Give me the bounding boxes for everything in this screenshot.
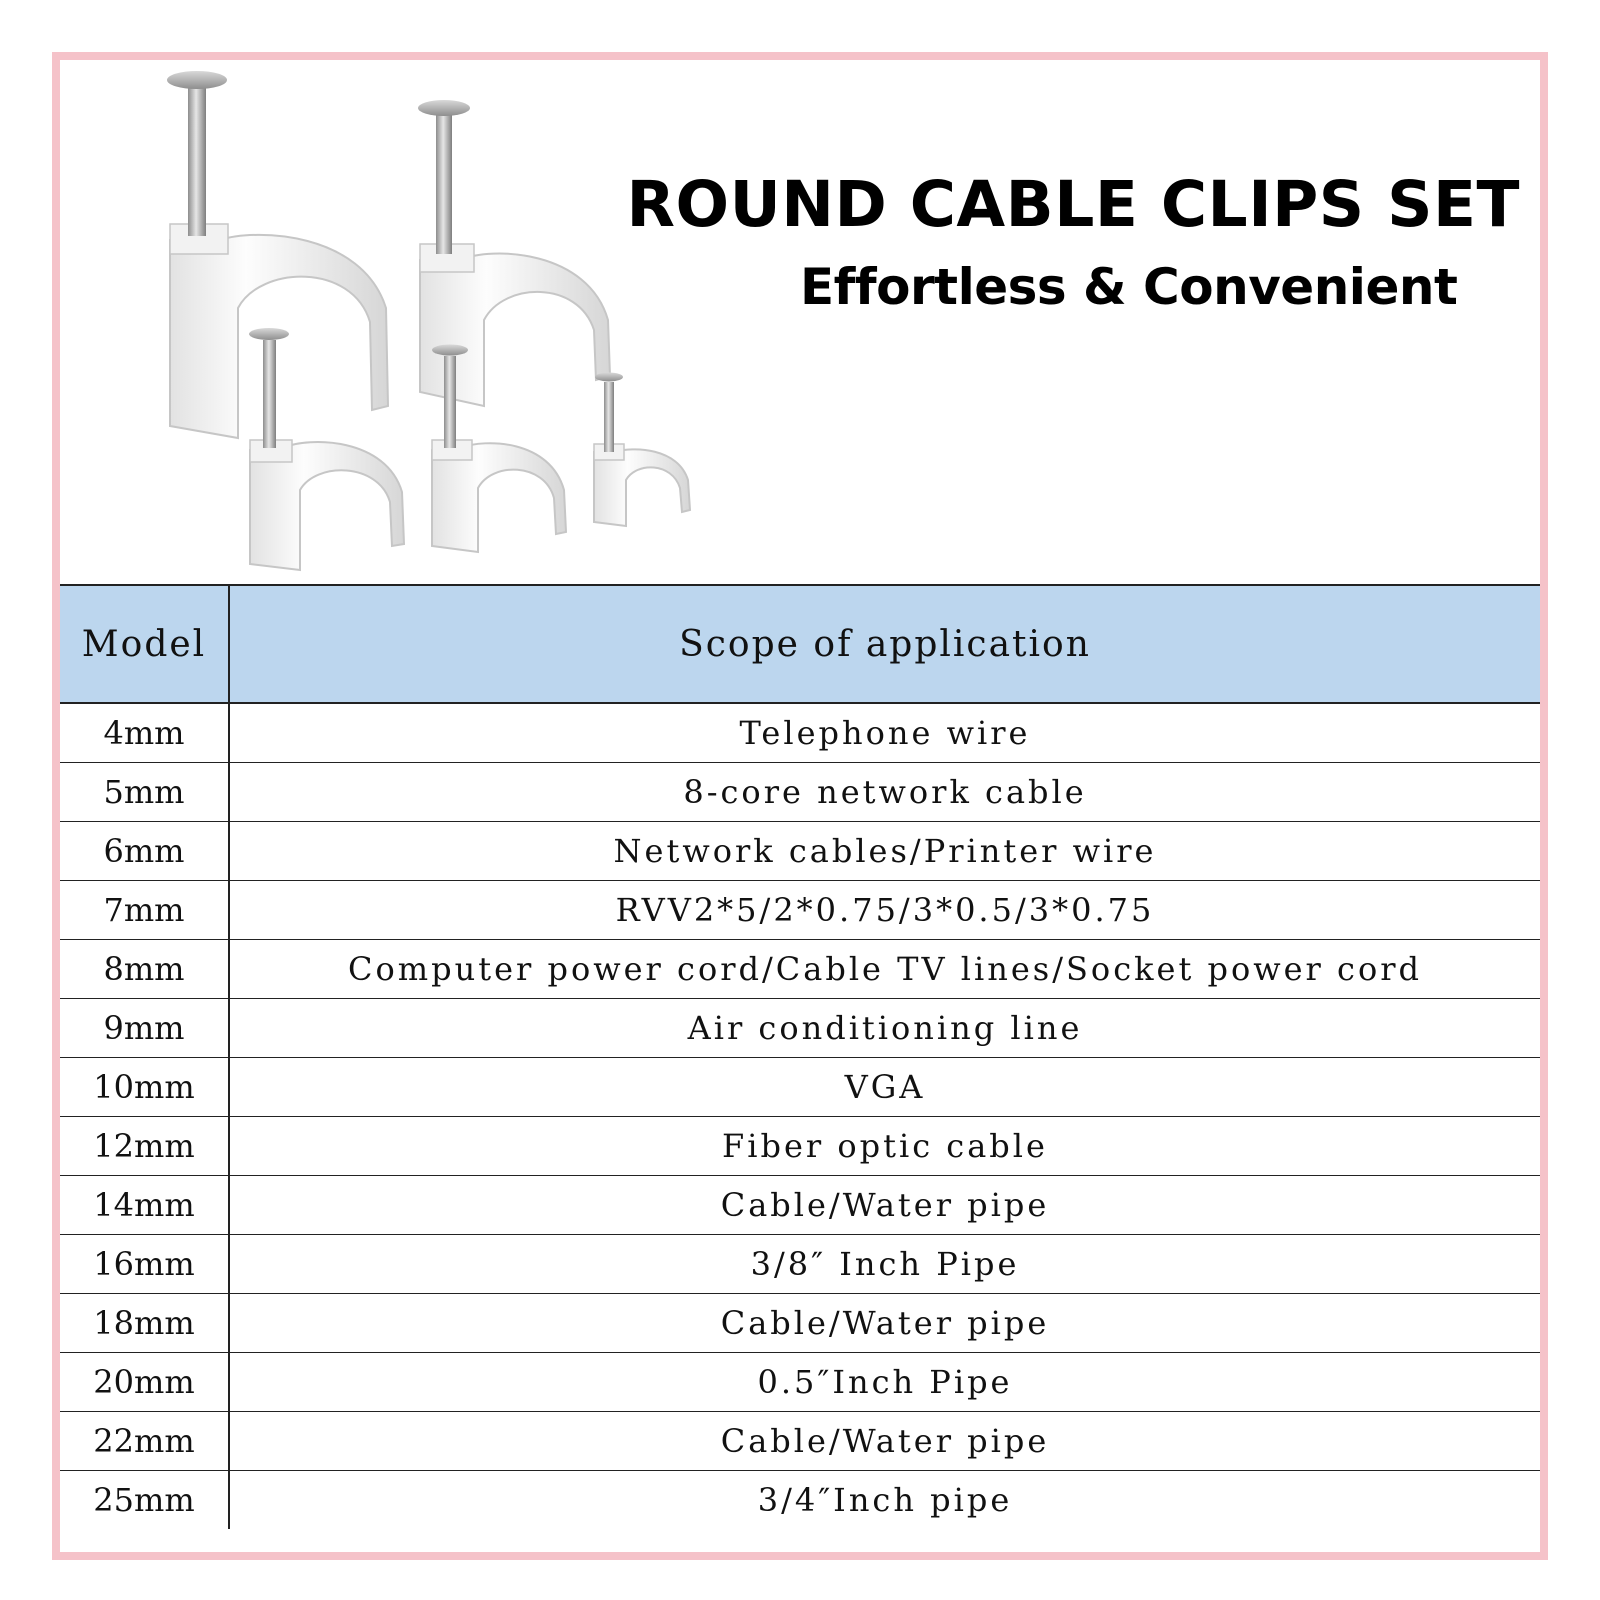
table-row [60, 821, 1540, 880]
model-cell: 5mm [60, 762, 229, 821]
large-cable-clip [167, 71, 388, 438]
table-row [60, 939, 1540, 998]
scope-cell: VGA [229, 1057, 1540, 1116]
hero-banner [60, 60, 1540, 584]
scope-cell: RVV2*5/2*0.75/3*0.5/3*0.75 [229, 880, 1540, 939]
table-row [60, 762, 1540, 821]
scope-cell: Telephone wire [229, 703, 1540, 762]
model-cell: 10mm [60, 1057, 229, 1116]
header-model: Model [60, 585, 229, 703]
model-cell: 8mm [60, 939, 229, 998]
scope-cell: Cable/Water pipe [229, 1411, 1540, 1470]
product-title: ROUND CABLE CLIPS SET [626, 168, 1520, 241]
model-cell: 6mm [60, 821, 229, 880]
model-cell: 22mm [60, 1411, 229, 1470]
small-cable-clip [432, 345, 566, 553]
model-cell: 4mm [60, 703, 229, 762]
model-cell: 25mm [60, 1470, 229, 1529]
table-row [60, 880, 1540, 939]
model-cell: 14mm [60, 1175, 229, 1234]
table-row [60, 1057, 1540, 1116]
scope-cell: Computer power cord/Cable TV lines/Socket power cord [229, 939, 1540, 998]
spec-table [60, 584, 1540, 1529]
table-row [60, 703, 1540, 762]
cable-clips-illustration [60, 60, 780, 584]
scope-cell: Fiber optic cable [229, 1116, 1540, 1175]
small-cable-clip [594, 373, 690, 527]
scope-cell: 8-core network cable [229, 762, 1540, 821]
table-row [60, 1175, 1540, 1234]
model-cell: 16mm [60, 1234, 229, 1293]
scope-cell: Cable/Water pipe [229, 1293, 1540, 1352]
scope-cell: 3/4″Inch pipe [757, 1480, 1013, 1519]
scope-cell: 0.5″Inch Pipe [229, 1352, 1540, 1411]
table-header-row [60, 585, 1540, 703]
scope-cell: Air conditioning line [229, 998, 1540, 1057]
model-cell: 20mm [60, 1352, 229, 1411]
table-row [60, 1116, 1540, 1175]
scope-cell: Cable/Water pipe [229, 1175, 1540, 1234]
table-row [60, 1293, 1540, 1352]
table-row [60, 1352, 1540, 1411]
scope-cell: 3/8″ Inch Pipe [229, 1234, 1540, 1293]
model-cell: 9mm [60, 998, 229, 1057]
model-cell: 12mm [60, 1116, 229, 1175]
header-scope: Scope of application [229, 585, 1540, 703]
table-row [60, 998, 1540, 1057]
product-frame [52, 52, 1548, 1560]
model-cell: 18mm [60, 1293, 229, 1352]
product-subtitle: Effortless & Convenient [800, 258, 1458, 316]
scope-cell: Network cables/Printer wire [229, 821, 1540, 880]
table-row [60, 1234, 1540, 1293]
model-cell: 7mm [60, 880, 229, 939]
table-row [60, 1470, 1540, 1529]
table-row [60, 1411, 1540, 1470]
